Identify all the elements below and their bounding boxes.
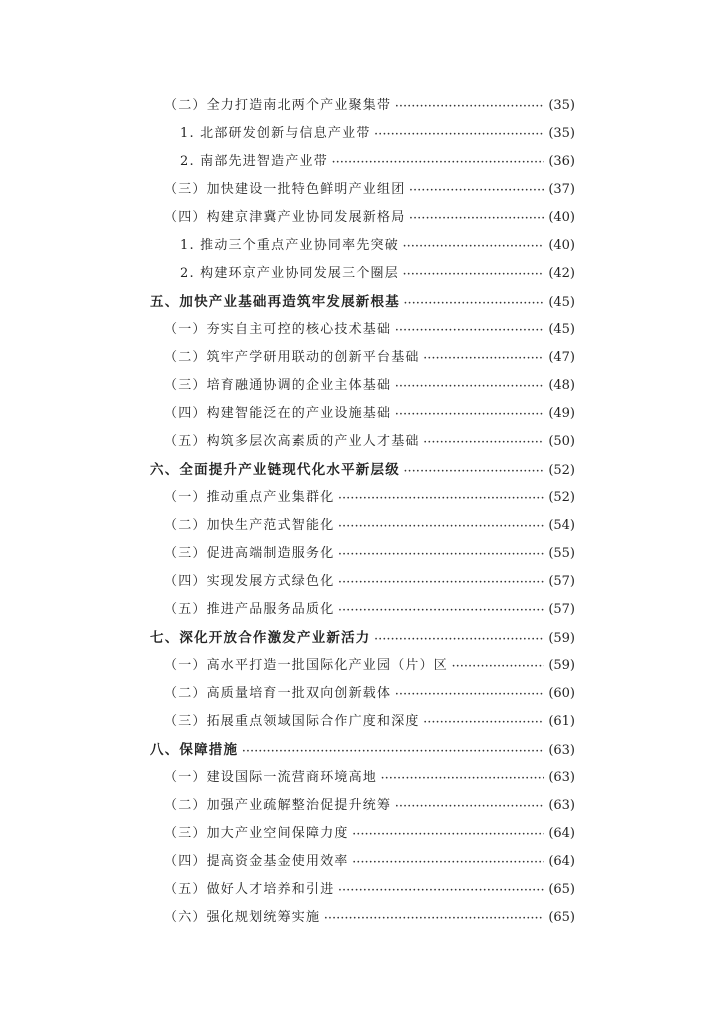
toc-page-number: (48) bbox=[548, 378, 575, 393]
toc-entry-title: 1. 推动三个重点产业协同率先突破 bbox=[180, 238, 399, 253]
toc-entry-title: （一）建设国际一流营商环境高地 bbox=[164, 770, 378, 785]
toc-entry-title: 2. 南部先进智造产业带 bbox=[180, 154, 328, 169]
toc-entry[interactable] bbox=[150, 848, 575, 876]
toc-entry-title: （四）构建智能泛在的产业设施基础 bbox=[164, 406, 392, 421]
toc-entry[interactable] bbox=[150, 736, 575, 764]
toc-page-number: (57) bbox=[548, 574, 575, 589]
toc-entry[interactable] bbox=[150, 288, 575, 316]
dot-leader bbox=[332, 149, 544, 177]
toc-page-number: (64) bbox=[548, 826, 575, 841]
toc-entry-title: （二）高质量培育一批双向创新载体 bbox=[164, 686, 392, 701]
toc-entry-title: 七、深化开放合作激发产业新活力 bbox=[150, 630, 371, 646]
dot-leader bbox=[338, 513, 544, 541]
dot-leader bbox=[395, 93, 544, 121]
dot-leader bbox=[395, 793, 544, 821]
dot-leader bbox=[338, 485, 544, 513]
dot-leader bbox=[404, 458, 544, 486]
toc-page-number: (49) bbox=[548, 406, 575, 421]
toc-page-number: (59) bbox=[548, 631, 575, 646]
dot-leader bbox=[395, 401, 544, 429]
dot-leader bbox=[452, 653, 544, 681]
toc-entry[interactable] bbox=[150, 176, 575, 204]
toc-entry[interactable] bbox=[150, 680, 575, 708]
toc-entry[interactable] bbox=[150, 148, 575, 176]
toc-entry-title: （四）提高资金基金使用效率 bbox=[164, 854, 349, 869]
toc-page-number: (59) bbox=[548, 658, 575, 673]
toc-entry[interactable] bbox=[150, 204, 575, 232]
dot-leader bbox=[404, 290, 544, 318]
toc-page-number: (47) bbox=[548, 350, 575, 365]
dot-leader bbox=[338, 597, 544, 625]
toc-entry-title: （二）加强产业疏解整治促提升统筹 bbox=[164, 798, 392, 813]
toc-page-number: (65) bbox=[548, 910, 575, 925]
toc-entry[interactable] bbox=[150, 792, 575, 820]
toc-page-number: (63) bbox=[548, 770, 575, 785]
toc-entry[interactable] bbox=[150, 428, 575, 456]
toc-entry-title: （四）实现发展方式绿色化 bbox=[164, 574, 335, 589]
dot-leader bbox=[338, 541, 544, 569]
toc-page-number: (64) bbox=[548, 854, 575, 869]
toc-page-number: (63) bbox=[548, 798, 575, 813]
toc-entry[interactable] bbox=[150, 596, 575, 624]
toc-page-number: (37) bbox=[548, 182, 575, 197]
table-of-contents bbox=[150, 92, 575, 932]
toc-page-number: (36) bbox=[548, 154, 575, 169]
toc-entry[interactable] bbox=[150, 456, 575, 484]
dot-leader bbox=[403, 261, 544, 289]
dot-leader bbox=[375, 626, 545, 654]
toc-entry-title: 1. 北部研发创新与信息产业带 bbox=[180, 126, 371, 141]
toc-entry[interactable] bbox=[150, 876, 575, 904]
toc-entry[interactable] bbox=[150, 904, 575, 932]
toc-entry[interactable] bbox=[150, 92, 575, 120]
dot-leader bbox=[395, 317, 544, 345]
dot-leader bbox=[353, 849, 545, 877]
toc-entry-title: （三）促进高端制造服务化 bbox=[164, 546, 335, 561]
toc-page-number: (45) bbox=[548, 322, 575, 337]
toc-entry[interactable] bbox=[150, 232, 575, 260]
toc-entry[interactable] bbox=[150, 764, 575, 792]
dot-leader bbox=[338, 569, 544, 597]
dot-leader bbox=[424, 709, 545, 737]
toc-page-number: (42) bbox=[548, 266, 575, 281]
toc-entry[interactable] bbox=[150, 372, 575, 400]
toc-entry[interactable] bbox=[150, 624, 575, 652]
dot-leader bbox=[324, 905, 544, 933]
dot-leader bbox=[403, 233, 544, 261]
toc-page-number: (55) bbox=[548, 546, 575, 561]
toc-entry-title: （一）高水平打造一批国际化产业园（片）区 bbox=[164, 658, 449, 673]
toc-entry-title: （二）加快生产范式智能化 bbox=[164, 518, 335, 533]
dot-leader bbox=[424, 345, 545, 373]
toc-entry-title: （三）加快建设一批特色鲜明产业组团 bbox=[164, 182, 406, 197]
toc-entry[interactable] bbox=[150, 540, 575, 568]
toc-page-number: (65) bbox=[548, 882, 575, 897]
toc-page-number: (40) bbox=[548, 210, 575, 225]
toc-page-number: (35) bbox=[548, 126, 575, 141]
toc-entry[interactable] bbox=[150, 820, 575, 848]
toc-page-number: (52) bbox=[548, 490, 575, 505]
toc-entry[interactable] bbox=[150, 708, 575, 736]
toc-entry[interactable] bbox=[150, 344, 575, 372]
toc-page-number: (63) bbox=[548, 743, 575, 758]
toc-page-number: (52) bbox=[548, 463, 575, 478]
dot-leader bbox=[338, 877, 544, 905]
toc-entry[interactable] bbox=[150, 568, 575, 596]
toc-page-number: (40) bbox=[548, 238, 575, 253]
toc-entry[interactable] bbox=[150, 316, 575, 344]
dot-leader bbox=[242, 738, 544, 766]
toc-entry-title: 五、加快产业基础再造筑牢发展新根基 bbox=[150, 294, 400, 310]
dot-leader bbox=[395, 681, 544, 709]
toc-page-number: (61) bbox=[548, 714, 575, 729]
toc-entry-title: （二）全力打造南北两个产业聚集带 bbox=[164, 98, 392, 113]
toc-entry-title: （五）推进产品服务品质化 bbox=[164, 602, 335, 617]
toc-entry[interactable] bbox=[150, 120, 575, 148]
toc-entry-title: （六）强化规划统筹实施 bbox=[164, 910, 321, 925]
toc-page-number: (45) bbox=[548, 295, 575, 310]
toc-page-number: (54) bbox=[548, 518, 575, 533]
dot-leader bbox=[409, 205, 544, 233]
toc-page-number: (35) bbox=[548, 98, 575, 113]
dot-leader bbox=[375, 121, 545, 149]
toc-entry[interactable] bbox=[150, 652, 575, 680]
toc-entry-title: （五）构筑多层次高素质的产业人才基础 bbox=[164, 434, 420, 449]
dot-leader bbox=[409, 177, 544, 205]
toc-entry[interactable] bbox=[150, 400, 575, 428]
dot-leader bbox=[381, 765, 544, 793]
dot-leader bbox=[353, 821, 545, 849]
toc-entry-title: 2. 构建环京产业协同发展三个圈层 bbox=[180, 266, 399, 281]
toc-page-number: (60) bbox=[548, 686, 575, 701]
dot-leader bbox=[395, 373, 544, 401]
toc-entry-title: （五）做好人才培养和引进 bbox=[164, 882, 335, 897]
toc-entry-title: （三）拓展重点领域国际合作广度和深度 bbox=[164, 714, 420, 729]
toc-entry[interactable] bbox=[150, 260, 575, 288]
toc-page-number: (50) bbox=[548, 434, 575, 449]
toc-entry[interactable] bbox=[150, 484, 575, 512]
toc-entry-title: （四）构建京津冀产业协同发展新格局 bbox=[164, 210, 406, 225]
toc-entry[interactable] bbox=[150, 512, 575, 540]
toc-entry-title: （三）加大产业空间保障力度 bbox=[164, 826, 349, 841]
toc-entry-title: （一）夯实自主可控的核心技术基础 bbox=[164, 322, 392, 337]
dot-leader bbox=[424, 429, 545, 457]
toc-entry-title: （二）筑牢产学研用联动的创新平台基础 bbox=[164, 350, 420, 365]
toc-entry-title: 八、保障措施 bbox=[150, 742, 239, 758]
toc-entry-title: （三）培育融通协调的企业主体基础 bbox=[164, 378, 392, 393]
toc-entry-title: 六、全面提升产业链现代化水平新层级 bbox=[150, 462, 400, 478]
toc-entry-title: （一）推动重点产业集群化 bbox=[164, 490, 335, 505]
toc-page-number: (57) bbox=[548, 602, 575, 617]
